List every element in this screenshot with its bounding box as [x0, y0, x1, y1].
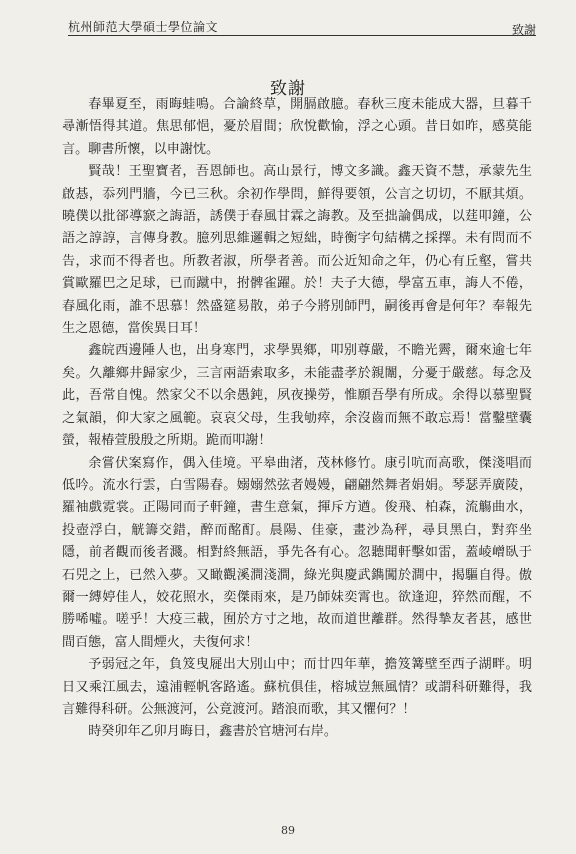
paragraph: 鑫皖西邊陲人也，出身寒門，求學異鄉，叩别尊嚴，不瞻光霽，爾來逾七年矣。久離鄉井歸家少，三言兩語索取多，未能盡孝於親闈，分憂于嚴慈。每念及此，吾常自愧。然家父不以余愚鈍，夙夜操勞，惟願吾學有所成。余得以慕聖賢之氣韻，仰大家之風範。哀哀父母，生我劬瘁，余沒齒而無不敢忘焉！當鑿壁囊螢，報椿萱殷殷之所期。跪而叩謝！ — [62, 343, 532, 449]
paragraph: 予弱冠之年，負笈曳屣出大別山中；而廿四年華，擔笈篝壁至西子湖畔。明日又乘江風去，遠浦輕帆客路遙。蘇杭俱佳，榕城豈無風情？或謂科研難得，我言難得科研。公無渡河，公竟渡河。踏浪而歌，其又懼何？！ — [62, 657, 532, 717]
page-title: 致謝 — [270, 79, 306, 99]
paragraph: 余嘗伏案寫作，偶入佳境。平皋曲渚，茂林修竹。康引吭而高歌，傑淺唱而低吟。流水行雲，白雪陽春。嫋嫋然弦者嫚嫚，翩翩然舞者娟娟。琴瑟弄廣陵，羅袖戲霓裳。正陽同而子軒鐘，書生意氣，揮斥方遒。俊飛、柏森，流觴曲水，投壺浮白，觥籌交錯，醉而酩酊。晨陽、佳豪，畫沙為秤，尋貝黑白，對弈坐隱，前者觀而後者濺。相對終無語，爭先各有心。忽聽聞軒擊如雷，蓋崚嶒臥于石兕之上，已然入夢。又瞰觀溪澗淺澗，綠光與慶武鐫闖於澗中，揭驅自得。傲爾一縛婷佳人，姣花照水，奕傑雨來，是乃師妹奕霄也。欲逢迎，猝然而醒，不勝唏噓。嗟乎！大疫三載，囿於方寸之地，故而道世離群。然得摯友者甚，感世間百態，富人間煙火，夫復何求！ — [62, 455, 532, 650]
header-section: 致謝 — [511, 23, 536, 37]
header-rule — [68, 35, 536, 36]
paragraph: 春畢夏至，雨晦蛙鳴。合論終草，開膈啟臆。春秋三度未能成大器，旦暮千尋漸悟得其道。焦思郁悒，憂於眉間；欣悅歡愉，浮之心頭。昔日如昨，感莫能言。聊書所懷，以申謝忱。 — [62, 97, 532, 157]
page-number: 89 — [281, 824, 295, 837]
paragraph: 賢哉！王聖寶者，吾恩師也。高山景行，博文多識。鑫天資不慧，承蒙先生啟惎，忝列門牆，今已三秋。余初作學問，鮮得要領，公言之切切，不厭其煩。曉僕以批郤導窾之誨語，誘僕于春風甘霖之誨教。及至拙論偶成，以莛叩鐘，公語之諄諄，言傳身教。臆列思維邏輯之短絀，時衡字句結構之採擇。未有問而不告，求而不得者也。所教者淑，所學者善。而公近知命之年，仍心有丘壑，嘗共賞歐羅巴之足球，已而蹴中，拊髀雀躍。於！夫子大德，學富五車，誨人不倦，春風化雨，誰不思慕！然盛筵易散，弟子今將別師門，嗣後再會是何年？奉報先生之恩德，當俟異日耳！ — [62, 164, 532, 337]
acknowledgement-body — [62, 94, 532, 744]
header-institution: 杭州師范大學碩士學位論文 — [68, 20, 219, 34]
running-header — [68, 14, 536, 36]
paragraph: 時癸卯年乙卯月晦日，鑫書於官塘河右岸。 — [88, 724, 337, 740]
